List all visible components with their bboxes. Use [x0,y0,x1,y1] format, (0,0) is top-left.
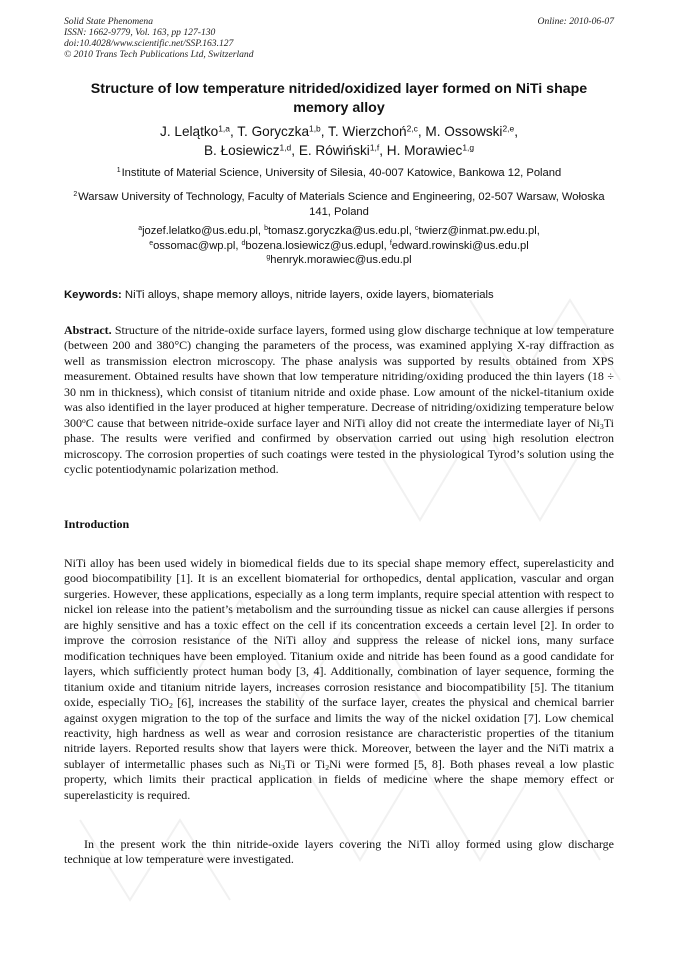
email-list: $^a$jozef.lelatko@us.edu.pl, $^b$tomasz.goryczka@us.edu.pl, $^c$twierz@inmat.pw.edu.pl, $^e$ossomac@wp.pl, $^d$bozena.losiewicz@us.edupl, $^f$edward.rowinski@us.edu.pl $^g$henryk.morawiec@us.edu.pl [138,225,540,266]
author: H. Morawiec$^{1,g}$ [386,142,475,158]
keywords [64,288,614,303]
email-item[interactable]: $^g$henryk.morawiec@us.edu.pl [266,254,412,266]
email-item[interactable]: $^b$tomasz.goryczka@us.edu.pl [264,225,409,237]
keywords-text: NiTi alloys, shape memory alloys, nitride layers, oxide layers, biomaterials [124,289,494,301]
email-item[interactable]: $^c$twierz@inmat.pw.edu.pl [414,225,537,237]
doi-line: doi:10.4028/www.scientific.net/SSP.163.127 [64,38,234,49]
author-list: J. Lelątko$^{1,a}$, T. Goryczka$^{1,b}$, T. Wierzchoń$^{2,c}$, M. Ossowski$^{2,e}$, B. Łosiewicz$^{1,d}$, E. Rówiński$^{1,f}$, H. Morawiec$^{1,g}$ [160,123,518,158]
affiliation-2: $^2$ Warsaw University of Technology, Faculty of Materials Science and Engineering, 02-507 Warsaw, Wołoska 141, Poland [73,191,605,218]
intro-paragraph-2: In the present work the thin nitride-oxide layers covering the NiTi alloy formed using glow discharge technique at low temperature were investigated. [64,837,614,867]
journal-name: Solid State Phenomena [64,16,153,27]
abstract-label: Abstract. [64,323,112,337]
paper-title: Structure of low temperature nitrided/oxidized layer formed on NiTi shape memory alloy [90,81,588,116]
affiliation-1: $^1$ Institute of Material Science, University of Silesia, 40-007 Katowice, Bankowa 12, Poland [116,167,562,179]
email-item[interactable]: $^d$bozena.losiewicz@us.edupl [241,239,384,252]
author: T. Wierzchoń$^{2,c}$ [328,123,418,139]
online-date: Online: 2010-06-07 [537,16,614,27]
keywords-label: Keywords: [64,289,122,301]
author: T. Goryczka$^{1,b}$ [237,123,321,139]
email-item[interactable]: $^a$jozef.lelatko@us.edu.pl [138,225,258,237]
issn-line: ISSN: 1662-9779, Vol. 163, pp 127-130 [64,27,216,38]
copyright-line: © 2010 Trans Tech Publications Ltd, Switzerland [64,49,254,60]
email-item[interactable]: $^f$edward.rowinski@us.edu.pl [389,239,529,252]
author: B. Łosiewicz$^{1,d}$ [203,142,292,158]
author: E. Rówiński$^{1,f}$ [298,142,380,158]
section-heading: Introduction [64,517,130,531]
author: J. Lelątko$^{1,a}$ [160,123,230,139]
abstract: Abstract. Structure of the nitride-oxide surface layers, formed using glow discharge technique at low temperature (between 200 and 380°C) changing the parameters of the process, was examined applying X-ray diffraction as well as transmission electron microscopy. The phase analysis was supported by results obtained from XPS measurement. Obtained results have shown that low temperature nitriding/oxiding produced the thin layers (18 ÷ 30 nm in thickness), which consist of titanium nitride and oxide phase. Low amount of the nickel-titanium oxide was also identified in the layer produced at higher temperature. Decrease of nitriding/oxidizing temperature below 300$^o$C cause that between nitride-oxide surface layer and NiTi alloy did not create the intermediate layer of $Ni_3Ti$ phase. The results were verified and confirmed by observation carried out using high resolution electron microscopy. The corrosion properties of such coatings were tested in the physiological Tyrod’s solution using the cyclic potentiodynamic polarization method. [64,323,614,477]
intro-paragraph-1: NiTi alloy has been used widely in biomedical fields due to its special shape memory effect, superelasticity and good biocompatibility [1]. It is an excellent biomaterial for orthopedics, dental application, vascular and organ surgeries. However, these applications, especially as a long term implants, require special attention with respect to nickel ion release into the patient’s metabolism and the surrounding tissue as nickel can cause allergies if persons are highly sensitive and has a toxic effect on the cell if its concentration exceeds a certain level [2]. In order to improve the corrosion resistance of the NiTi alloy and suppress the release of nickel ions, many surface modification techniques have been employed. Titanium oxide and nitride has been found as a good candidate for layers, which sufficiently protect human body [3, 4]. Additionally, combination of layer sequence, forming the titanium oxide and titanium nitride layers, increases corrosion resistance and biocompatibility [5]. The titanium oxide, especially TiO$_2$ [6], increases the stability of the surface layer, creates the physical and chemical barrier against oxygen migration to the top of the surface and limits the way of the nickel oxidation [7]. Low chemical reactivity, high hardness as well as wear and corrosion resistance are characteristic properties of the titanium nitride layers. Reported results show that layers were thick. Moreover, between the layer and the NiTi matrix a sublayer of intermetallic phases such as $Ni_3Ti$ or $Ti_2Ni$ were formed [5, 8]. Both phases reveal a low plastic property, which limits their practical application in fields of medicine where the shape memory effect or superelasticity is required. [64,556,615,802]
author: M. Ossowski$^{2,e}$ [425,123,515,139]
journal-header [64,16,254,60]
email-item[interactable]: $^e$ossomac@wp.pl [149,239,236,252]
